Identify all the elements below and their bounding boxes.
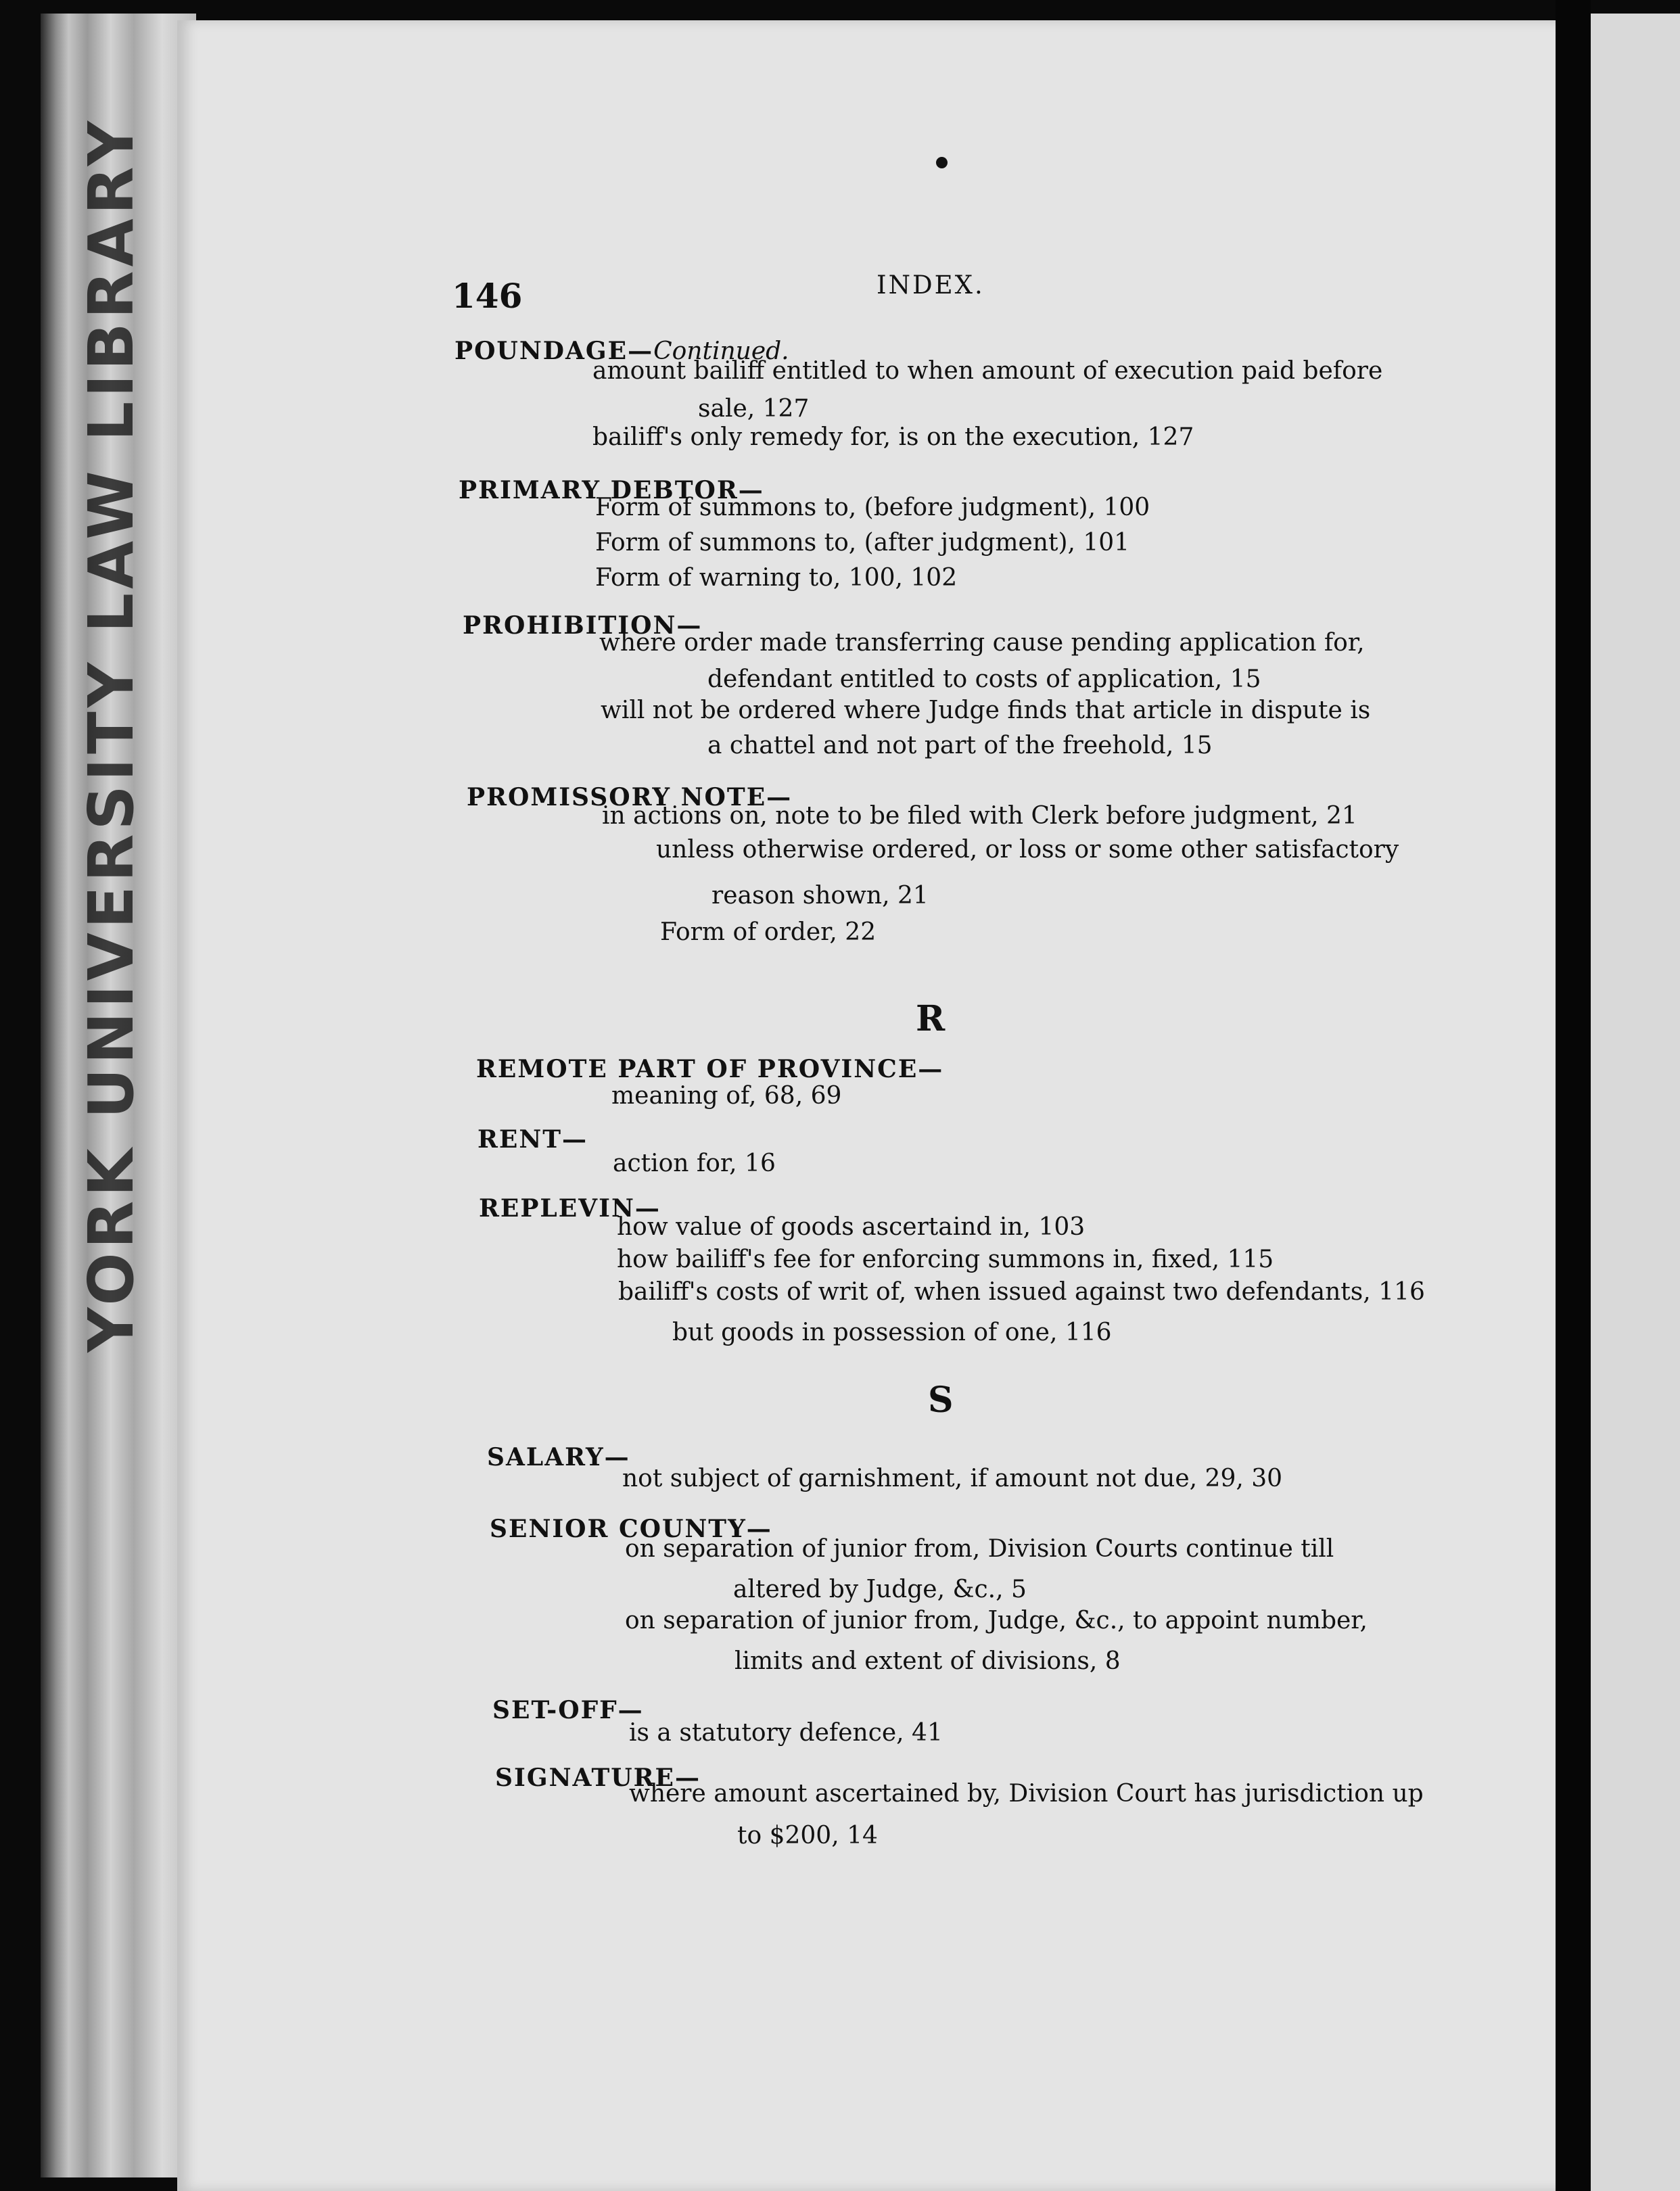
- index-line: where amount ascertained by, Division Court has jurisdiction up: [629, 1780, 1424, 1808]
- index-line: amount bailiff entitled to when amount of execution paid before: [592, 357, 1383, 385]
- index-line: reason shown, 21: [711, 882, 929, 910]
- index-line: not subject of garnishment, if amount not due, 29, 30: [622, 1465, 1283, 1492]
- index-line: how bailiff's fee for enforcing summons in, fixed, 115: [617, 1246, 1274, 1273]
- index-heading: SIGNATURE—: [495, 1764, 701, 1792]
- index-heading: PROHIBITION—: [463, 611, 703, 640]
- facing-page-edge: [1591, 14, 1680, 2191]
- index-line: on separation of junior from, Division Courts continue till: [625, 1535, 1334, 1563]
- index-heading: REPLEVIN—: [479, 1194, 661, 1223]
- index-line: action for, 16: [613, 1150, 776, 1177]
- index-heading: SALARY—: [487, 1443, 630, 1471]
- index-heading: REMOTE PART OF PROVINCE—: [476, 1055, 944, 1083]
- index-line: is a statutory defence, 41: [629, 1719, 943, 1747]
- index-line: Form of warning to, 100, 102: [595, 564, 958, 592]
- index-line: how value of goods ascertaind in, 103: [617, 1213, 1086, 1241]
- index-heading: PRIMARY DEBTOR—: [459, 476, 764, 504]
- ink-dot: [936, 157, 948, 168]
- index-line: altered by Judge, &c., 5: [733, 1576, 1027, 1603]
- book-gutter: [1556, 0, 1591, 2191]
- index-line: on separation of junior from, Judge, &c., to appoint number,: [625, 1607, 1368, 1634]
- index-line: sale, 127: [698, 395, 810, 423]
- index-line: Form of summons to, (after judgment), 101: [595, 529, 1130, 557]
- index-line: Form of summons to, (before judgment), 100: [595, 494, 1150, 521]
- index-line: defendant entitled to costs of application, 15: [707, 665, 1261, 693]
- index-line: in actions on, note to be filed with Clerk before judgment, 21: [602, 802, 1357, 830]
- index-line: but goods in possession of one, 116: [672, 1319, 1112, 1346]
- index-line: a chattel and not part of the freehold, 15: [707, 732, 1213, 759]
- section-letter: R: [916, 998, 946, 1039]
- index-heading: POUNDAGE—Continued.: [454, 337, 789, 365]
- index-line: where order made transferring cause pending application for,: [599, 629, 1365, 657]
- running-head: INDEX.: [877, 270, 985, 300]
- index-heading: PROMISSORY NOTE—: [467, 783, 793, 811]
- index-line: Form of order, 22: [660, 918, 877, 946]
- index-heading: RENT—: [477, 1125, 588, 1154]
- book-page: [177, 20, 1564, 2191]
- index-line: to $200, 14: [737, 1822, 878, 1850]
- page-number: 146: [452, 276, 523, 316]
- section-letter: S: [928, 1380, 954, 1421]
- index-line: will not be ordered where Judge finds that article in dispute is: [601, 697, 1371, 724]
- index-line: unless otherwise ordered, or loss or some other satisfactory: [656, 836, 1399, 864]
- library-stamp: YORK UNIVERSITY LAW LIBRARY: [75, 116, 147, 1352]
- index-line: meaning of, 68, 69: [611, 1082, 842, 1110]
- index-line: bailiff's only remedy for, is on the execution, 127: [592, 423, 1194, 451]
- index-line: bailiff's costs of writ of, when issued against two defendants, 116: [618, 1278, 1425, 1306]
- index-heading: SET-OFF—: [492, 1696, 644, 1724]
- index-line: limits and extent of divisions, 8: [734, 1647, 1121, 1675]
- index-heading: SENIOR COUNTY—: [490, 1515, 772, 1543]
